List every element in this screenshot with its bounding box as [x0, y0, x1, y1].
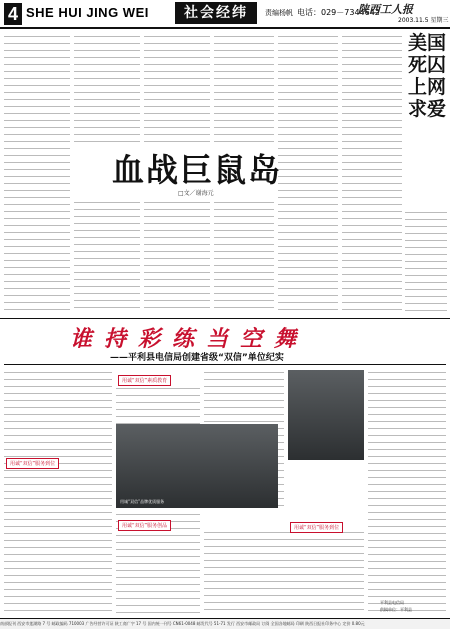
issue-date: 2003.11.5 星期三: [398, 17, 449, 24]
text-column: [74, 200, 140, 314]
section-title: 社会经纬: [175, 2, 257, 24]
feature-subhead: ——平利县电信局创建省级“双信”单位纪实: [110, 353, 284, 363]
page-number: 4: [4, 3, 22, 25]
text-column: [214, 34, 274, 142]
byline-signature: 平利县电信局: [380, 600, 404, 605]
subsection-title: 用诚“双信”服务到位: [6, 458, 59, 469]
feature-banner-title: 谁持彩练当空舞: [70, 326, 309, 352]
text-column: [144, 34, 210, 142]
text-column: [144, 200, 210, 314]
news-photo: [288, 370, 364, 460]
section-divider: [0, 318, 450, 319]
text-column: [4, 34, 70, 314]
subsection-title: 用诚“双信”素质教育: [118, 375, 171, 386]
section-pinyin: SHE HUI JING WEI: [26, 5, 149, 20]
footer-imprint: 南部报刊 西安市莲湖路 7 号 邮政编码 710003 广告经营许可证 陕工商广字 17 号 国内统一刊号 CN61-0048 邮发代号 51-71 发行 西安市邮政局 订阅 全国各地邮局 印刷 陕西日报社印务中心 定价 0.80元: [0, 618, 450, 629]
story-byline: □文／谢海元: [178, 190, 214, 197]
text-column: [74, 34, 140, 142]
text-column: [214, 200, 274, 314]
subsection-title: 用诚“双信”服务创品: [118, 520, 171, 531]
editor-phone: 电话：029－7344642: [297, 8, 380, 17]
editor-credit: 责编杨帆: [265, 9, 293, 17]
text-column: [4, 370, 112, 614]
text-column: [405, 210, 447, 314]
header-rule: [0, 27, 450, 29]
text-column: [368, 370, 446, 614]
news-photo: [116, 424, 278, 508]
story-headline: 血战巨鼠岛: [112, 151, 283, 189]
text-column: [204, 530, 364, 614]
subsection-title: 用诚“双信”服务到位: [290, 522, 343, 533]
vertical-headline: 美国死囚上网求爱: [407, 32, 446, 120]
masthead-logo: 陕西工人报: [358, 3, 413, 16]
subhead-rule: [4, 364, 446, 365]
byline-signature: 供稿单位：平利县: [380, 607, 412, 612]
text-column: [342, 34, 402, 314]
text-column: [278, 34, 338, 314]
photo-caption: 用诚“双信”品牌优质服务: [120, 499, 165, 504]
